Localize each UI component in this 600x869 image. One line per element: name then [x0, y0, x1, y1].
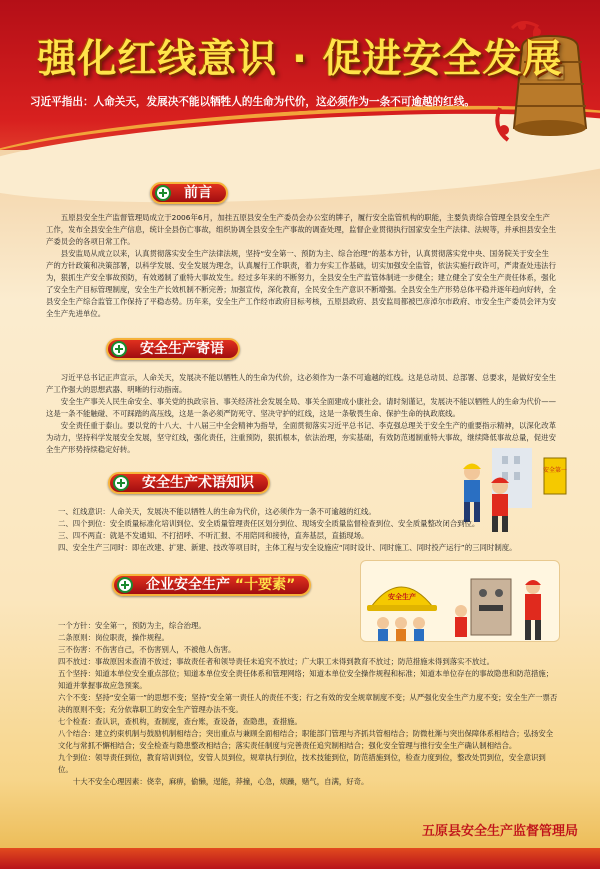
- section-badge-ten-elements: [112, 574, 311, 596]
- list-item: 七个检查：查认识，查机构，查制度，查台账，查设备，查隐患，查措施。: [58, 717, 302, 726]
- list-item: 一、红线意识：人命关天，发展决不能以牺牲人的生命为代价，这必须作为一条不可逾越的红线。: [58, 507, 376, 516]
- poster-title: 强化红线意识 · 促进安全发展: [37, 37, 563, 82]
- section-title: 安全生产术语知识: [142, 475, 254, 491]
- list-item: 十大不安全心理因素：侥幸，麻痹，偷懒，逞能，莽撞，心急，烦躁，赌气，自满，好奇。: [72, 777, 369, 786]
- list-item: 五个坚持：知道本单位安全重点部位；知道本单位安全责任体系和管理网络；知道本单位安全操作规程和标准；知道本单位存在的事故隐患和防范措施；知道并掌握事故应急预案。: [58, 669, 554, 690]
- list-item: 六个不变：坚持“安全第一”的思想不变；坚持“安全第一责任人的责任不变；行之有效的安全规章制度不变；从严强化安全生产力度不变；安全生产一票否决的原则不变；充分依靠职工的安全生产管理办法不变。: [58, 693, 558, 714]
- preface-body: [46, 212, 556, 320]
- section-title: 安全生产寄语: [140, 341, 224, 357]
- list-item: 三、四不两直：就是不发通知、不打招呼、不听汇报、不用陪同和接待，直奔基层，直插现场。: [58, 531, 369, 540]
- section-badge-message: [106, 338, 240, 360]
- green-cross-icon: [111, 341, 127, 357]
- paragraph: 习近平总书记正声宣示，人命关天，发展决不能以牺牲人的生命为代价，这必须作为一条不可逾越的红线。这是总动员、总部署、总要求，是做好安全生产工作强大的思想武器、明晰的行动指南。: [46, 373, 556, 394]
- list-item: 一个方针：安全第一，预防为主，综合治理。: [58, 621, 206, 630]
- footer-org: 五原县安全生产监督管理局: [421, 824, 578, 839]
- list-item: 九个到位：领导责任到位，教育培训到位，安管人员到位，规章执行到位，技术技能到位，防范措施到位，检查力度到位，整改处罚到位，安全意识到位。: [58, 753, 546, 774]
- header-quote: 习近平指出：人命关天，发展决不能以牺牲人的生命为代价，这必须作为一条不可逾越的红线。: [30, 96, 475, 108]
- section-badge-terms: [108, 472, 270, 494]
- footer-band: [0, 848, 600, 869]
- list-item: 四、安全生产三同时：即在改建、扩建、新建、技改等项目时，主体工程与安全设施应“同时设计、同时施工、同时投产运行”的三同时制度。: [58, 543, 517, 552]
- paragraph: 县安监局从成立以来，认真贯彻落实安全生产法律法规，坚持“安全第一、预防为主、综合治理”的基本方针，认真贯彻落实党中央、国务院关于安全生产的方针政策和决策部署，以科学发展、安全发展为理念，认真履行工作职责，着力夯实工作基础，切实加强安全监管，依法实施行政许可，严肃查处违法行为，狠抓生产安全事故预防，有效遏制了重特大事故发生。经过多年来的不断努力，全县安全生产监管体制进一步健全；建立健全了安全生产责任体系，强化了安全生产目标管理制度，安全生产长效机制不断完善；加强宣传，深化教育，全民安全生产意识不断增强。全县安全生产形势总体平稳并逐年趋向好转，全县安全生产综合监管工作保持了平稳态势。历年来，安全生产工作经市政府目标考核，五原县政府、县安监局都被巴彦淖尔市政府、市安全生产委员会评为安全生产先进单位。: [46, 249, 556, 318]
- terms-list: [58, 506, 558, 554]
- list-item: 二条原则：岗位职责，操作规程。: [58, 633, 169, 642]
- list-item: 八个结合：建立约束机制与鼓励机制相结合；突出重点与兼顾全面相结合；职能部门管理与齐抓共管相结合；防微杜渐与突出保障体系相结合；弘扬安全文化与常抓不懈相结合；安全检查与隐患整改相结合；落实责任制度与完善责任追究制相结合；强化安全管理与推行安全生产确认制相结合。: [58, 729, 554, 750]
- ten-elements-list: [58, 620, 558, 788]
- paragraph: 安全生产事关人民生命安全、事关党的执政宗旨、事关经济社会发展全局、事关全面建成小康社会。请时刻谨记，发展决不能以牺牲人的生命为代价——这是一条不能触碰、不可踩踏的高压线，这是一条必须严防死守、坚决守护的红线，这是一条敬畏生命、保护生命的执政底线。: [46, 397, 556, 418]
- green-cross-icon: [113, 475, 129, 491]
- section-title: 前言: [184, 185, 212, 201]
- green-cross-icon: [155, 185, 171, 201]
- section-title-quoted: “十要素”: [234, 577, 296, 593]
- sign-text: 安全第一: [542, 467, 568, 474]
- helmet-text: 安全生产: [388, 593, 416, 601]
- paragraph: 安全责任重于泰山。要以党的十八大、十八届三中全会精神为指导，全面贯彻落实习近平总书记、李克强总理关于安全生产的重要指示精神，以深化改革为动力，坚持科学发展安全发展，坚守红线，强化责任，注重预防，狠抓根本，依法治理，夯实基础，有效防范遏制重特大事故，继续降低事故总量，促进安全生产形势持续稳定好转。: [46, 421, 556, 454]
- section-title-prefix: 企业安全生产: [146, 577, 230, 593]
- message-body: [46, 372, 556, 456]
- green-cross-icon: [117, 577, 133, 593]
- list-item: 二、四个到位：安全质量标准化培训到位、安全质量管理责任区划分到位、现场安全质量监督检查到位、安全质量整改闭合到位。: [58, 519, 480, 528]
- list-item: 三不伤害：不伤害自己，不伤害别人，不被他人伤害。: [58, 645, 236, 654]
- section-badge-preface: [150, 182, 228, 204]
- list-item: 四不放过：事故原因未查清不放过；事故责任者和领导责任未追究不放过；广大职工未得到教育不放过；防范措施未得到落实不放过。: [58, 657, 495, 666]
- paragraph: 五原县安全生产监督管理局成立于2006年6月，加挂五原县安全生产委员会办公室的牌子，履行安全监管机构的职能，主要负责综合管理全县安全生产工作，发布全县安全生产信息，统计全县伤亡事故，组织协调全县安全生产事故的调查处理，监督企业贯彻执行国家安全生产法律、法规等，并承担县安全生产委员会的各项日常工作。: [46, 213, 556, 246]
